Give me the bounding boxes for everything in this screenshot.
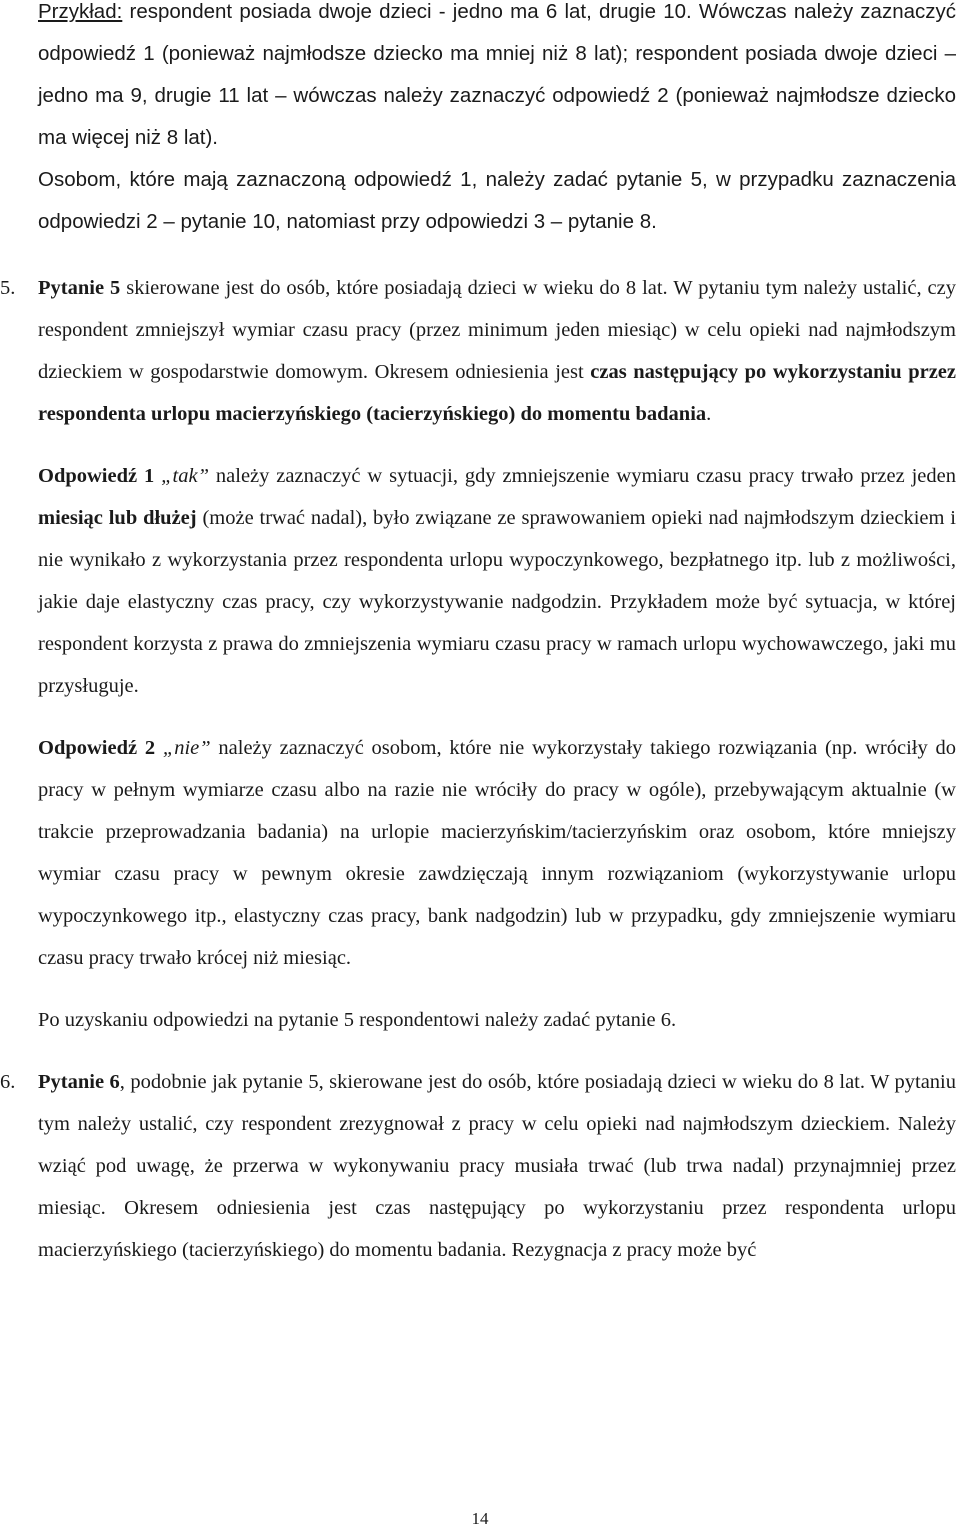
answer-2-paragraph	[38, 727, 956, 979]
answer-1-quote: „tak”	[161, 465, 210, 487]
answer-1-body-b: (może trwać nadal), było związane ze sprawowaniem opieki nad najmłodszym dzieckiem i nie wynikało z wykorzystania przez respondenta urlopu wypoczynkowego, bezpłatnego itp. lub z możliwości, jakie daje elastyczny czas pracy, czy wykorzystywanie nadgodzin. Przykładem może być sytuacja, w której respondent korzysta z prawa do zmniejszenia wymiaru czasu pracy w ramach urlopu wychowawczego, jaki mu przysługuje.	[38, 507, 956, 697]
example-label: Przykład:	[38, 0, 123, 23]
answer-2-label: Odpowiedź 2	[38, 737, 156, 759]
example-paragraph	[38, 0, 956, 159]
question-5-number: 5.	[0, 277, 16, 299]
question-5-body: skierowane jest do osób, które posiadają dzieci w wieku do 8 lat. W pytaniu tym należy ustalić, czy respondent zmniejszył wymiar czasu pracy (przez minimum jeden miesiąc) w celu opieki nad najmłodszym dzieckiem w gospodarstwie domowym. Okresem odniesienia jest	[38, 277, 957, 383]
answer-1-emphasis: miesiąc lub dłużej	[38, 507, 197, 529]
question-5-title: Pytanie 5	[38, 277, 121, 299]
answer-1-paragraph	[38, 455, 956, 707]
answer-2-quote: „nie”	[162, 737, 211, 759]
question-6-item	[0, 1061, 956, 1271]
question-5-item	[0, 267, 957, 435]
answer-1-body-a: należy zaznaczyć w sytuacji, gdy zmniejszenie wymiaru czasu pracy trwało przez jeden	[209, 465, 956, 487]
question-6-number: 6.	[0, 1071, 16, 1093]
question-6-body: , podobnie jak pytanie 5, skierowane jest do osób, które posiadają dzieci w wieku do 8 lat. W pytaniu tym należy ustalić, czy respondent zrezygnował z pracy w celu opieki nad najmłodszym dzieckiem. Należy wziąć pod uwagę, że przerwa w wykonywaniu pracy musiała trwać (lub trwa nadal) przynajmniej przez miesiąc. Okresem odniesienia jest czas następujący po wykorzystaniu przez respondenta urlopu macierzyńskiego (tacierzyńskiego) do momentu badania. Rezygnacja z pracy może być	[38, 1071, 956, 1261]
question-5-text	[38, 267, 956, 435]
answer-2-body: należy zaznaczyć osobom, które nie wykorzystały takiego rozwiązania (np. wróciły do pracy w pełnym wymiarze czasu albo na razie nie wróciły do pracy w ogóle), przebywającym aktualnie (w trakcie przeprowadzania badania) na urlopie macierzyńskim/tacierzyńskim oraz osobom, które mniejszy wymiar czasu pracy w pewnym okresie zawdzięczają innym rozwiązaniom (wykorzystywanie urlopu wypoczynkowego itp., elastyczny czas pracy, bank nadgodzin) lub w przypadku, gdy zmniejszenie wymiaru czasu pracy trwało krócej niż miesiąc.	[38, 737, 956, 969]
question-5-end: .	[706, 403, 712, 425]
page-number: 14	[471, 1509, 489, 1528]
after-question-5-note: Po uzyskaniu odpowiedzi na pytanie 5 respondentowi należy zadać pytanie 6.	[38, 1009, 677, 1031]
question-6-text	[38, 1061, 956, 1271]
answer-1-label: Odpowiedź 1	[38, 465, 155, 487]
question-6-title: Pytanie 6	[38, 1071, 120, 1093]
routing-paragraph: Osobom, które mają zaznaczoną odpowiedź 1, należy zadać pytanie 5, w przypadku zaznaczenia odpowiedzi 2 – pytanie 10, natomiast przy odpowiedzi 3 – pytanie 8.	[38, 168, 956, 233]
question-5-period: czas następujący po wykorzystaniu przez respondenta urlopu macierzyńskiego (tacierzyńskiego) do momentu badania	[38, 361, 956, 425]
example-text: respondent posiada dwoje dzieci - jedno ma 6 lat, drugie 10. Wówczas należy zaznaczyć odpowiedź 1 (ponieważ najmłodsze dziecko ma mniej niż 8 lat); respondent posiada dwoje dzieci – jedno ma 9, drugie 11 lat – wówczas należy zaznaczyć odpowiedź 2 (ponieważ najmłodsze dziecko ma więcej niż 8 lat).	[38, 0, 956, 149]
